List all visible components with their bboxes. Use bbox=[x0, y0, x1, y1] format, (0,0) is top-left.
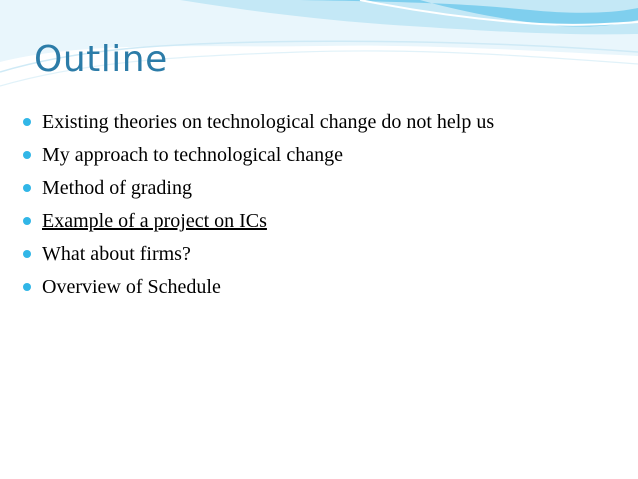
bullet-text: Method of grading bbox=[42, 177, 192, 199]
bullet-icon bbox=[23, 217, 31, 225]
bullet-text: My approach to technological change bbox=[42, 144, 343, 166]
bullet-item bbox=[22, 242, 592, 266]
bullet-icon bbox=[23, 118, 31, 126]
bullet-item bbox=[22, 275, 592, 299]
bullet-icon bbox=[23, 184, 31, 192]
bullet-item bbox=[22, 143, 592, 167]
bullet-item bbox=[22, 110, 592, 134]
bullet-icon bbox=[23, 250, 31, 258]
bullet-text: Overview of Schedule bbox=[42, 276, 221, 298]
bullet-item bbox=[22, 176, 592, 200]
bullet-list bbox=[22, 110, 592, 308]
bullet-text: What about firms? bbox=[42, 243, 191, 265]
slide-title: Outline bbox=[34, 39, 168, 80]
bullet-item bbox=[22, 209, 592, 233]
bullet-icon bbox=[23, 283, 31, 291]
bullet-text: Existing theories on technological change do not help us bbox=[42, 111, 495, 133]
bullet-link[interactable]: Example of a project on ICs bbox=[42, 210, 267, 232]
bullet-icon bbox=[23, 151, 31, 159]
